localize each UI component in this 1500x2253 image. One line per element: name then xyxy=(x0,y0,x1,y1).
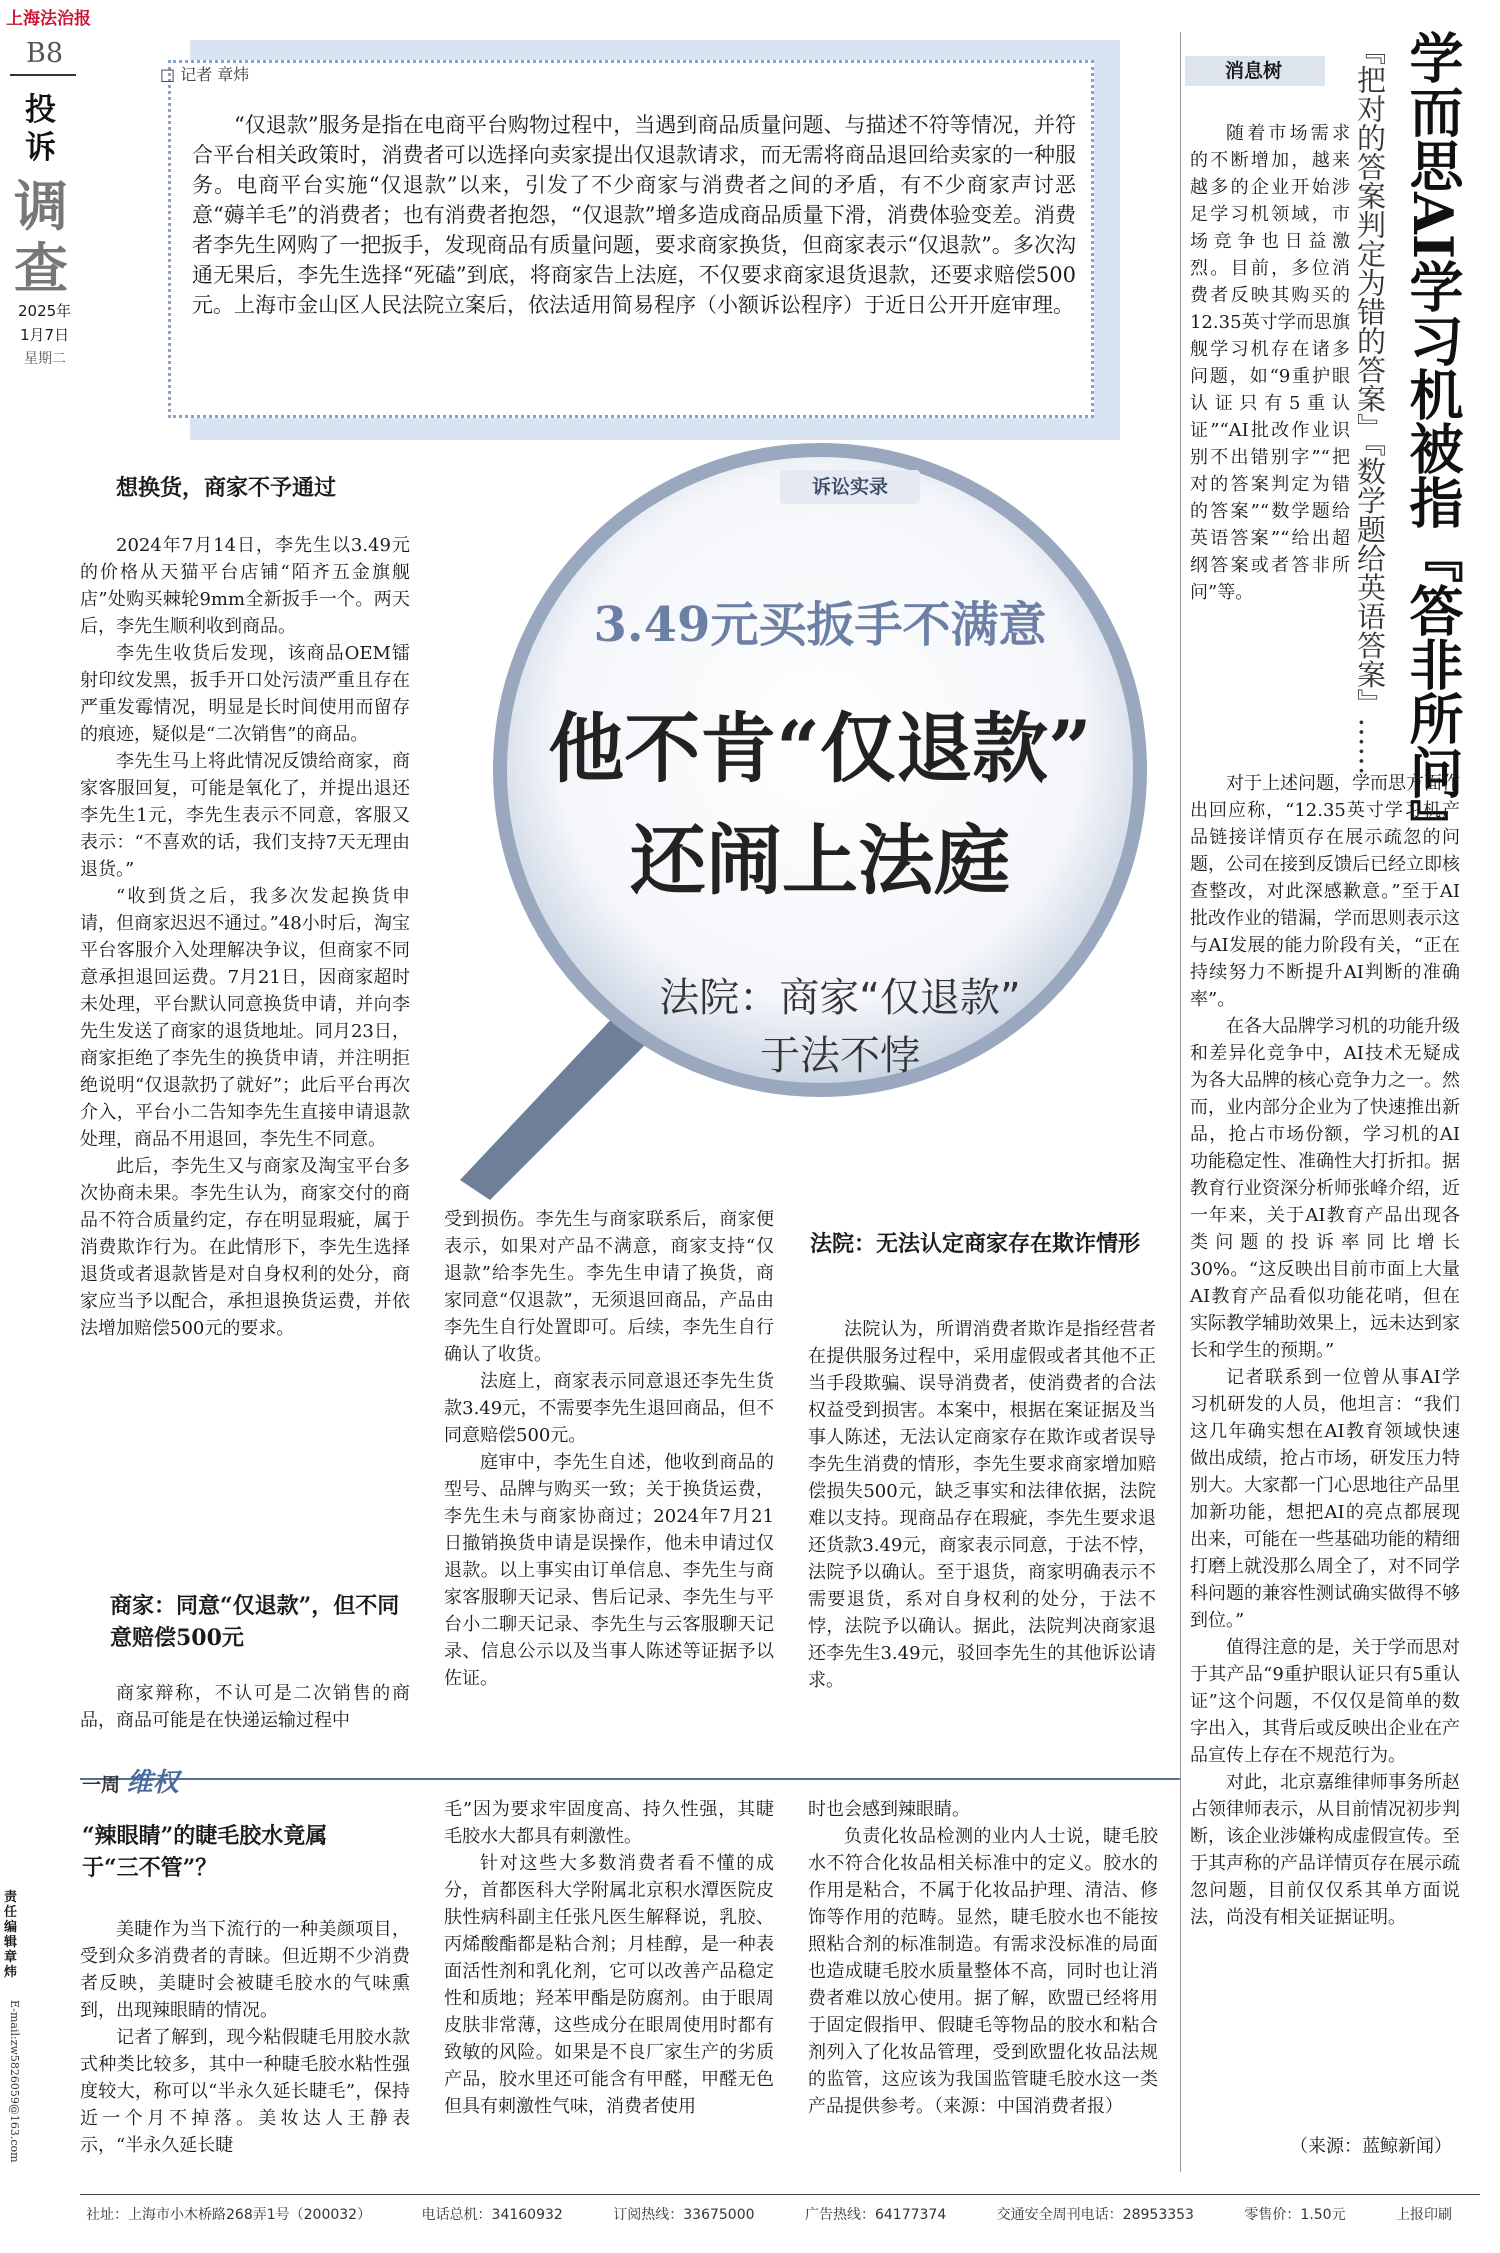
paragraph: 李先生收货后发现，该商品OEM镭射印纹发黑，扳手开口处污渍严重且存在严重发霉情况，明显是长时间使用而留存的痕迹，疑似是“二次销售”的商品。 xyxy=(80,643,410,745)
right-subheadline: 『把对的答案判定为错的答案』『数学题给英语答案』…… xyxy=(1353,36,1387,776)
paragraph: “收到货之后，我多次发起换货申请，但商家迟迟不通过。”48小时后，淘宝平台客服介入处理解决争议，但商家不同意承担退回运费。7月21日，因商家超时未处理，平台默认同意换货申请，并向李先生发送了商家的退货地址。同月23日，商家拒绝了李先生的换货申请，并注明拒绝说明“仅退款扔了就好”；此后平台再次介入，平台小二告知李先生直接申请退款处理，商品不用退回，李先生不同意。 xyxy=(80,886,410,1150)
section-char-3: 调 xyxy=(14,174,68,238)
paragraph: 对于上述问题，学而思方面作出回应称，“12.35英寸学习机产品链接详情页存在展示疏忽的问题，公司在接到反馈后已经立即核查整改，对此深感歉意。”至于AI批改作业的错漏，学而思则表示这与AI发展的能力阶段有关，“正在持续努力不断提升AI判断的准确率”。 xyxy=(1190,773,1460,1010)
footer-subscription: 订阅热线：33675000 xyxy=(613,2207,755,2223)
footer-address: 社址：上海市小木桥路268弄1号（200032） xyxy=(86,2207,372,2223)
footer-printer: 上报印刷 xyxy=(1396,2207,1453,2223)
paragraph: 在各大品牌学习机的功能升级和差异化竞争中，AI技术无疑成为各大品牌的核心竞争力之一。然而，业内部分企业为了快速推出新品，抢占市场份额，学习机的AI功能稳定性、准确性大打折扣。据教育行业资深分析师张峰介绍，近一年来，关于AI教育产品出现各类问题的投诉率同比增长30%。“这反映出目前市面上大量AI教育产品看似功能花哨，但在实际教学辅助效果上，远未达到家长和学生的预期。” xyxy=(1190,1016,1460,1361)
paragraph: 美睫作为当下流行的一种美颜项目，受到众多消费者的青睐。但近期不少消费者反映，美睫时会被睫毛胶水的气味熏到，出现辣眼睛的情况。 xyxy=(80,1919,410,2021)
weekly-label-main: 维权 xyxy=(126,1768,179,1798)
paragraph: 负责化妆品检测的业内人士说，睫毛胶水不符合化妆品相关标准中的定义。胶水的作用是粘合，不属于化妆品护理、清洁、修饰等作用的范畴。显然，睫毛胶水也不能按照粘合剂的标准制造。有需求没标准的局面也造成睫毛胶水质量整体不高，同时也让消费者难以放心使用。据了解，欧盟已经将用于固定假指甲、假睫毛等物品的胶水和粘合剂列入了化妆品管理，受到欧盟化妆品法规的监管，这应该为我国监管睫毛胶水这一类产品提供参考。（来源：中国消费者报） xyxy=(808,1826,1158,2117)
paragraph: 法院认为，所谓消费者欺诈是指经营者在提供服务过程中，采用虚假或者其他不正当手段欺骗、误导消费者，使消费者的合法权益受到损害。本案中，根据在案证据及当事人陈述，无法认定商家存在欺诈或者误导李先生消费的情形，李先生要求商家增加赔偿损失500元，缺乏事实和法律依据，法院难以支持。现商品存在瑕疵，李先生要求退还货款3.49元，商家表示同意，于法不悖，法院予以确认。至于退货，商家明确表示不需要退货，系对自身权利的处分，于法不悖，法院予以确认。据此，法院判决商家退还李先生3.49元，驳回李先生的其他诉讼请求。 xyxy=(808,1319,1156,1691)
footer-phone: 电话总机：34160932 xyxy=(421,2207,563,2223)
intro-paragraph: “仅退款”服务是指在电商平台购物过程中，当遇到商品质量问题、与描述不符等情况，并符合平台相关政策时，消费者可以选择向卖家提出仅退款请求，而无需将商品退回给卖家的一种服务。电商平台实施“仅退款”以来，引发了不少商家与消费者之间的矛盾，有不少商家声讨恶意“薅羊毛”的消费者；也有消费者抱怨，“仅退款”增多造成商品质量下滑，消费体验变差。消费者李先生网购了一把扳手，发现商品有质量问题，要求商家换货，但商家表示“仅退款”。多次沟通无果后，李先生选择“死磕”到底，将商家告上法庭，不仅要求商家退货退款，还要求赔偿500元。上海市金山区人民法院立案后，依法适用简易程序（小额诉讼程序）于近日公开开庭审理。 xyxy=(192,113,1076,317)
headline-line-1: 他不肯“仅退款” xyxy=(548,704,1092,793)
footer-price: 零售价：1.50元 xyxy=(1244,2207,1346,2223)
editor-credit: 责任编辑 章炜 xyxy=(4,1890,18,1980)
paragraph: 记者了解到，现今粘假睫毛用胶水款式种类比较多，其中一种睫毛胶水粘性强度较大，称可以“半永久延长睫毛”，保持近一个月不掉落。美妆达人王静表示，“半永久延长睫 xyxy=(80,2027,410,2156)
weekly-label-prefix: 一周 xyxy=(82,1774,121,1796)
rail-divider xyxy=(10,74,76,76)
paragraph: 毛”因为要求牢固度高、持久性强，其睫毛胶水大都具有刺激性。 xyxy=(444,1799,774,1847)
issue-year: 2025年 xyxy=(18,302,72,320)
reporter-byline: □ 记者 章炜 xyxy=(160,65,250,84)
page-number: B8 xyxy=(26,38,64,69)
editor-email: E-mail:zw5826059@163.com xyxy=(8,2000,21,2163)
right-column-body xyxy=(1190,770,1460,1931)
news-tree-label: 消息树 xyxy=(1185,56,1325,86)
right-column-body-narrow xyxy=(1190,120,1350,606)
column-a-body xyxy=(80,532,410,1342)
left-rail xyxy=(0,0,91,2253)
deck-line-1: 法院：商家“仅退款” xyxy=(659,975,1021,1021)
deck-line-2: 于法不悖 xyxy=(760,1033,920,1079)
paragraph: 2024年7月14日，李先生以3.49元的价格从天猫平台店铺“陌齐五金旗舰店”处购买棘轮9mm全新扳手一个。两天后，李先生顺利收到商品。 xyxy=(80,535,410,637)
paragraph: 法庭上，商家表示同意退还李先生货款3.49元，不需要李先生退回商品，但不同意赔偿500元。 xyxy=(444,1371,774,1446)
issue-weekday: 星期二 xyxy=(24,351,66,367)
paragraph: 记者联系到一位曾从事AI学习机研发的人员，他坦言：“我们这几年确实想在AI教育领域快速做出成绩，抢占市场，研发压力特别大。大家都一门心思地往产品里加新功能，想把AI的亮点都展现出来，可能在一些基础功能的精细打磨上就没那么周全了，对不同学科问题的兼容性测试确实做得不够到位。” xyxy=(1190,1367,1460,1631)
column-a-body-2 xyxy=(80,1680,410,1734)
weekly-headline: “辣眼睛”的睫毛胶水竟属于“三不管”？ xyxy=(82,1823,328,1881)
paragraph: 值得注意的是，关于学而思对于其产品“9重护眼认证只有5重认证”这个问题，不仅仅是简单的数字出入，其背后或反映出企业在产品宣传上存在不规范行为。 xyxy=(1190,1637,1460,1766)
subhead-exchange-refused: 想换货，商家不予通过 xyxy=(116,475,337,501)
paragraph: 庭审中，李先生自述，他收到商品的型号、品牌与购买一致；关于换货运费，李先生未与商家协商过；2024年7月21日撤销换货申请是误操作，他未申请过仅退款。以上事实由订单信息、李先生与商家客服聊天记录、售后记录、李先生与平台小二聊天记录、李先生与云客服聊天记录、信息公示以及当事人陈述等证据予以佐证。 xyxy=(444,1452,774,1689)
weekly-section-rule xyxy=(80,1778,1180,1780)
footer-traffic-weekly: 交通安全周刊电话：28953353 xyxy=(996,2207,1194,2223)
right-column-divider xyxy=(1180,32,1181,2172)
right-headline: 学而思AI学习机被指『答非所问』 xyxy=(1401,30,1465,854)
paragraph: 商家辩称，不认可是二次销售的商品，商品可能是在快递运输过程中 xyxy=(80,1683,410,1731)
paragraph: 针对这些大多数消费者看不懂的成分，首都医科大学附属北京积水潭医院皮肤性病科副主任张凡医生解释说，乳胶、丙烯酸酯都是粘合剂；月桂醇，是一种表面活性剂和乳化剂，它可以改善产品稳定性和质地；羟苯甲酯是防腐剂。由于眼周皮肤非常薄，这些成分在眼周使用时都有致敏的风险。如果是不良厂家生产的劣质产品，胶水里还可能含有甲醛，甲醛无色但具有刺激性气味，消费者使用 xyxy=(444,1853,774,2117)
section-char-2: 诉 xyxy=(25,130,56,166)
section-char-4: 查 xyxy=(14,236,68,300)
paragraph: 随着市场需求的不断增加，越来越多的企业开始涉足学习机领域，市场竞争也日益激烈。目前，多位消费者反映其购买的12.35英寸学而思旗舰学习机存在诸多问题，如“9重护眼认证只有5重认证”“AI批改作业识别不出错别字”“把对的答案判定为错的答案”“数学题给英语答案”“给出超纲答案或者答非所问”等。 xyxy=(1190,123,1350,603)
footer-ads: 广告热线：64177374 xyxy=(804,2207,947,2223)
weekly-column-3 xyxy=(808,1796,1158,2120)
paragraph: 此后，李先生又与商家及淘宝平台多次协商未果。李先生认为，商家交付的商品不符合质量约定，存在明显瑕疵，属于消费欺诈行为。在此情形下，李先生选择退货或者退款皆是对自身权利的处分，商家应当予以配合，承担退换货运费，并依法增加赔偿500元的要求。 xyxy=(80,1156,410,1339)
footer-info xyxy=(86,2204,1486,2224)
subhead-merchant-position: 商家：同意“仅退款”，但不同意赔偿500元 xyxy=(110,1593,400,1651)
weekly-column-1 xyxy=(80,1916,410,2159)
section-tag: 诉讼实录 xyxy=(780,470,920,504)
headline-line-2: 还闹上法庭 xyxy=(630,816,1010,905)
right-column-source: （来源：蓝鲸新闻） xyxy=(1290,2136,1452,2157)
headline-kicker: 3.49元买扳手不满意 xyxy=(593,597,1047,653)
paragraph: 时也会感到辣眼睛。 xyxy=(808,1799,970,1820)
paragraph: 对此，北京嘉维律师事务所赵占领律师表示，从目前情况初步判断，该企业涉嫌构成虚假宣传。至于其声称的产品详情页存在展示疏忽问题，目前仅仅系其单方面说法，尚没有相关证据证明。 xyxy=(1190,1772,1460,1928)
column-b-body xyxy=(444,1206,774,1692)
footer-rule xyxy=(80,2194,1480,2195)
issue-date: 1月7日 xyxy=(20,326,70,344)
section-char-1: 投 xyxy=(25,92,56,128)
weekly-column-2 xyxy=(444,1796,774,2120)
paragraph: 李先生马上将此情况反馈给商家，商家客服回复，可能是氧化了，并提出退还李先生1元，李先生表示不同意，客服又表示：“不喜欢的话，我们支持7天无理由退货。” xyxy=(80,751,410,880)
paragraph: 受到损伤。李先生与商家联系后，商家便表示，如果对产品不满意，商家支持“仅退款”给李先生。李先生申请了换货，商家同意“仅退款”，无须退回商品，产品由李先生自行处置即可。后续，李先生自行确认了收货。 xyxy=(444,1209,774,1365)
subhead-court-ruling: 法院：无法认定商家存在欺诈情形 xyxy=(810,1231,1141,1257)
newspaper-logo: 上海法治报 xyxy=(6,9,91,29)
weekly-section-label xyxy=(82,1762,179,1799)
column-c-body xyxy=(808,1316,1156,1694)
